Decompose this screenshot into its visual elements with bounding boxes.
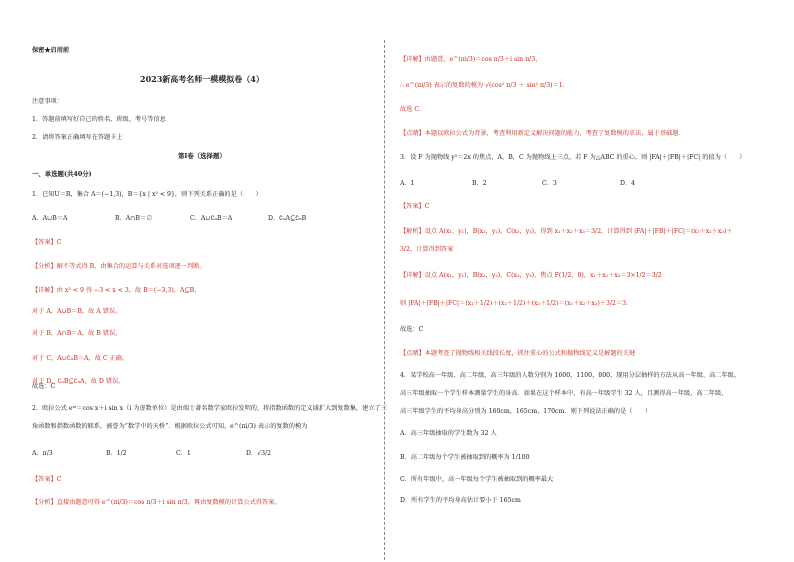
section-heading: 一、单选题(共40分) <box>32 170 92 178</box>
q1-detail: 【详解】由 x² < 9 得 −3 < x < 3，故 B＝(−3,3)，A⊆B， <box>32 287 201 294</box>
q3-detail-2: 则 |FA|＋|FB|＋|FC|＝(x₁＋1/2)＋(x₂＋1/2)＋(x₃＋1/2)＝(x₁＋x₂＋x₃)＋3/2＝3． <box>400 300 633 307</box>
question-4-line2: 高三年级抽取一个学生样本测量学生的身高．如果在这个样本中，有高一年级学生 32 人，且测得高一年级、高二年级、 <box>400 390 728 397</box>
q4-option-a: A．高三年级抽取的学生数为 32 人 <box>400 430 497 437</box>
q3-analysis-2: 3/2，计算得到答案 <box>400 246 454 253</box>
question-2-line1: 2．欧拉公式 eˣⁱ＝cos x＋i sin x（i 为虚数单位）是由瑞士著名数学家欧拉发明的，将指数函数的定义域扩大到复数集，建立了三 <box>32 405 387 412</box>
q3-option-a: A．1 <box>400 180 415 187</box>
question-4-line3: 高三年级学生的平均身高分别为 160cm，165cm，170cm．则下列说法正确的是（ ） <box>400 408 652 415</box>
q3-answer: 【答案】C <box>400 203 430 210</box>
question-3: 3．设 F 为抛物线 y²＝2x 的焦点，A，B，C 为抛物线上三点，若 F 为△ABC 的重心，则 |FA|＋|FB|＋|FC| 的值为（ ） <box>400 154 746 161</box>
right-column <box>400 0 770 562</box>
question-4-line1: 4．某学校高一年级、高二年级、高三年级的人数分别为 1600，1100，800，现用分层抽样的方法从高一年级、高二年级、 <box>400 372 741 379</box>
q2-option-a: A．π/3 <box>32 450 53 457</box>
question-1: 1．已知U＝R，集合 A＝(−1,3)，B＝{x | x² < 9}，则下列关系正确的是（ ） <box>32 191 262 198</box>
q2-detail-2: ∴ e^(πi/3) 表示的复数的模为 √(cos² π/3 ＋ sin² π/3)＝1． <box>400 82 569 89</box>
q1-answer: 【答案】C <box>32 239 62 246</box>
volume-heading: 第I卷（选择题） <box>178 152 226 160</box>
q1-detail-b: 对于 B，A∩B＝A，故 B 错误， <box>32 330 122 337</box>
q1-option-d: D．∁ᵤA⊆∁ᵤB <box>268 215 307 222</box>
notice-heading: 注意事项： <box>32 98 63 105</box>
q3-choose: 故选：C <box>400 326 424 333</box>
q2-comment: 【点睛】本题以欧拉公式为背景，考查利用新定义解决问题的能力，考查了复数模的求法，属于基础题． <box>400 130 685 137</box>
q1-detail-d: 对于 D，∁ᵤB⊆∁ᵤA，故 D 错误。 <box>32 378 125 385</box>
q2-choose: 故选 C． <box>400 106 426 113</box>
q2-answer: 【答案】C <box>32 476 62 483</box>
q4-option-d: D．所有学生的平均身高估计要小于 165cm <box>400 497 521 504</box>
q3-analysis-1: 【解析】设点 A(x₁，y₁)，B(x₂，y₂)，C(x₃，y₃)，得到 x₁＋x₂＋x₃＝3/2，计算得到 |FA|＋|FB|＋|FC|＝(x₁＋x₂＋x₃)＋ <box>400 228 733 235</box>
q1-option-b: B．A∩B＝∅ <box>115 215 153 222</box>
q2-option-c: C．1 <box>176 450 191 457</box>
q2-detail-1: 【详解】由题意，e^(πi/3)＝cos π/3＋i sin π/3， <box>400 56 542 63</box>
q4-option-c: C．所有年级中，高一年级每个学生被抽取到的概率最大 <box>400 476 554 483</box>
q1-analysis: 【分析】解不等式得 B，由集合的运算与关系对选项逐一判断。 <box>32 263 206 270</box>
q1-option-a: A．A∪B＝A <box>32 215 68 222</box>
q3-option-b: B．2 <box>472 180 487 187</box>
question-2-line2: 角函数和指数函数的联系，被誉为“数学中的天桥”．根据欧拉公式可知，e^(πi/3) 表示的复数的模为 <box>32 423 308 430</box>
q2-option-b: B．1/2 <box>106 450 127 457</box>
q1-detail-a: 对于 A，A∪B＝B，故 A 错误。 <box>32 308 122 315</box>
q3-comment: 【点睛】本题考查了抛物线相关线段长度，抓住重心的公式和抛物线定义是解题的关键 <box>400 350 636 357</box>
confidential-mark: 保密★启用前 <box>32 47 70 54</box>
notice-item: 1．答题前填写好自己的姓名、班级、考号等信息 <box>32 116 166 123</box>
left-column <box>30 0 387 562</box>
q1-option-c: C．A∪∁ᵤB＝A <box>190 215 233 222</box>
q1-detail-c: 对于 C，A∪∁ᵤB＝A，故 C 正确， <box>32 355 129 362</box>
q4-option-b: B．高二年级每个学生被抽取到的概率为 1/100 <box>400 454 530 461</box>
q2-analysis: 【分析】直接由题意可得 e^(πi/3)＝cos π/3＋i sin π/3，再由复数模的计算公式得答案。 <box>32 499 281 506</box>
q3-option-d: D．4 <box>620 180 636 187</box>
q3-option-c: C．3 <box>542 180 557 187</box>
exam-title: 2023新高考名师一模模拟卷（4） <box>140 74 264 84</box>
notice-item: 2．请将答案正确填写在答题卡上 <box>32 134 123 141</box>
column-divider <box>384 40 385 560</box>
q3-detail-1: 【详解】设点 A(x₁，y₁)，B(x₂，y₂)，C(x₃，y₃)，焦点 F(1/2，0)，x₁＋x₂＋x₃＝3×1/2＝3/2 <box>400 272 662 279</box>
q1-choose: 故选：C <box>32 383 56 390</box>
q2-option-d: D．√3/2 <box>246 450 272 457</box>
